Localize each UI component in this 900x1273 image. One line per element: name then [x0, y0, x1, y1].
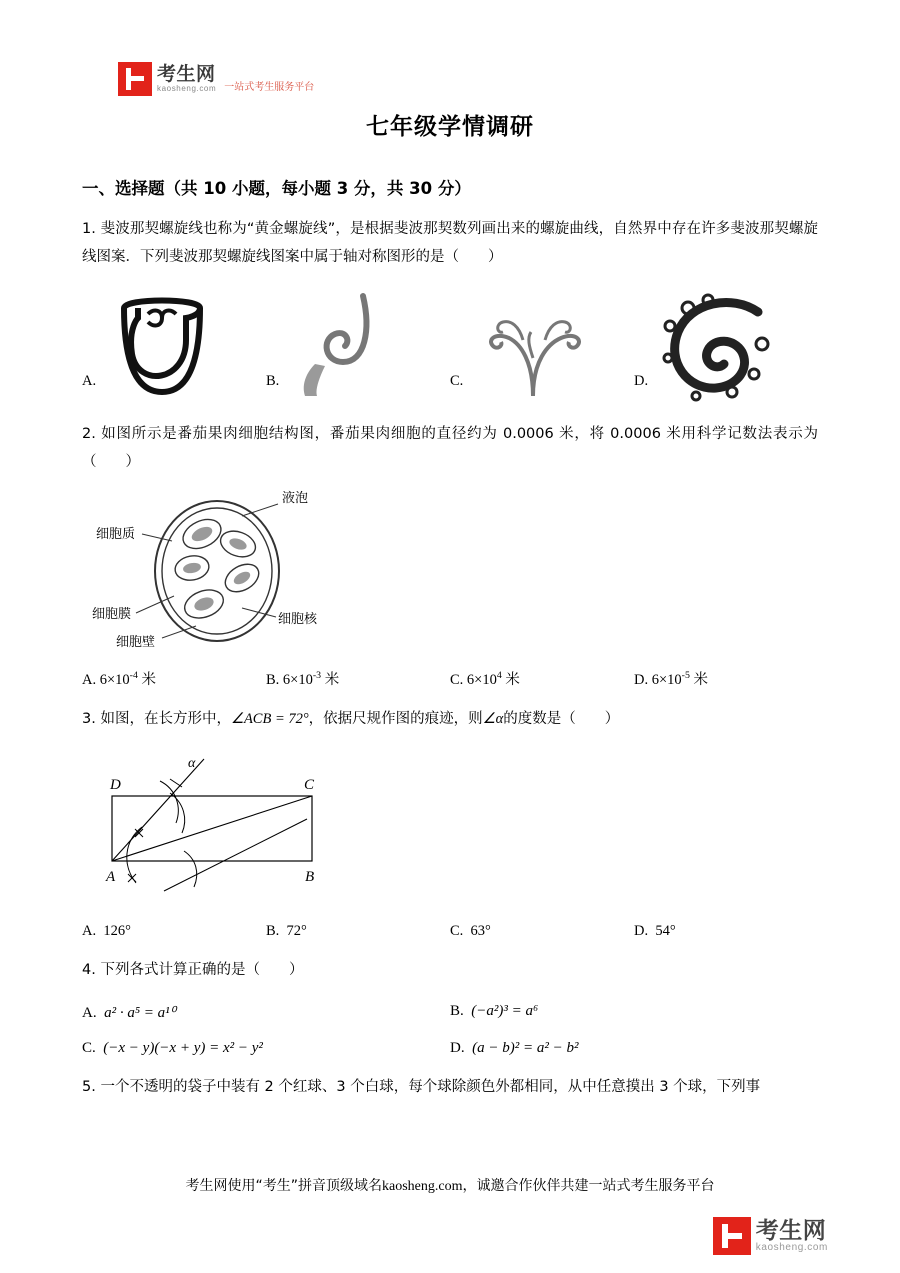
option-a-base: 6×10	[99, 672, 130, 689]
question-2-number: 2.	[82, 425, 96, 442]
question-1-option-d	[634, 292, 818, 404]
question-3-angle: ∠ACB = 72°	[230, 711, 309, 728]
question-3-figure	[92, 741, 818, 911]
option-b-exp: -3	[312, 670, 322, 682]
option-d-label: D.	[634, 923, 649, 940]
option-d-value: 54°	[655, 923, 676, 940]
question-2-option-d	[634, 668, 818, 689]
brand-name-cn: 考生网	[157, 62, 216, 85]
option-label-d: D.	[634, 372, 649, 389]
brand-logo	[118, 62, 314, 96]
option-d-exp: -5	[681, 670, 690, 682]
option-b-label: B.	[266, 923, 280, 940]
option-a-exp: -4	[129, 670, 138, 682]
question-3-options	[82, 923, 818, 940]
question-1-figures	[82, 286, 818, 404]
option-b-label: B.	[450, 1002, 464, 1019]
question-1-option-a	[82, 292, 266, 404]
question-5-body: 一个不透明的袋子中装有 2 个红球、3 个白球，每个球除颜色外都相同，从中任意摸出 3 个球，下列事	[100, 1078, 761, 1095]
option-c-label: C.	[450, 672, 464, 689]
option-a-unit: 米	[141, 672, 156, 689]
question-2-text	[82, 420, 818, 477]
option-c-value: 63°	[470, 923, 491, 940]
label-alpha: α	[188, 756, 196, 772]
section-heading: 一、选择题（共 10 小题，每小题 3 分，共 30 分）	[82, 179, 471, 198]
question-2-option-b	[266, 668, 450, 689]
question-2-option-c	[450, 668, 634, 689]
label-wall: 细胞壁	[116, 635, 156, 651]
footer-brand-logo-icon	[713, 1217, 751, 1255]
question-4-options-row1	[82, 1003, 818, 1022]
page-footer	[0, 1175, 900, 1195]
label-membrane: 细胞膜	[92, 607, 132, 623]
spiral-figure-a-icon	[102, 292, 222, 404]
question-3-alpha: ∠α	[482, 711, 504, 728]
brand-logo-icon	[118, 62, 152, 96]
question-3-option-c	[450, 923, 634, 940]
option-label-a: A.	[82, 372, 97, 389]
question-3-option-a	[82, 923, 266, 940]
spiral-figure-b-icon	[285, 292, 395, 404]
option-b-expr: (−a²)³ = a⁶	[471, 1002, 539, 1019]
question-4-option-b	[450, 1003, 818, 1022]
footer-brand-logo	[713, 1217, 828, 1255]
footer-brand-name-cn: 考生网	[755, 1217, 827, 1244]
brand-logo-text	[157, 62, 217, 93]
question-5-number: 5.	[82, 1078, 96, 1095]
option-d-unit: 米	[693, 672, 708, 689]
label-A: A	[106, 869, 116, 886]
question-2-figure	[92, 486, 818, 656]
question-1-number: 1.	[82, 221, 96, 237]
option-label-c: C.	[450, 372, 464, 389]
brand-name-en: kaosheng.com	[157, 83, 217, 93]
label-nucleus: 细胞核	[278, 612, 318, 628]
question-4-body: 下列各式计算正确的是（ ）	[100, 962, 304, 979]
spiral-figure-c-icon	[469, 292, 599, 404]
plant-cell-diagram-icon	[92, 486, 372, 656]
footer-text-before: 考生网使用“考生”拼音顶级域名	[185, 1178, 383, 1194]
option-b-value: 72°	[286, 923, 307, 940]
rectangle-construction-icon	[92, 741, 352, 911]
question-1-option-c	[450, 292, 634, 404]
option-b-label: B.	[266, 672, 280, 689]
option-a-label: A.	[82, 1004, 97, 1021]
label-cytoplasm: 细胞质	[96, 527, 136, 543]
option-d-base: 6×10	[651, 672, 682, 689]
question-2-body: 如图所示是番茄果肉细胞结构图，番茄果肉细胞的直径约为 0.0006 米，将 0.0006 米用科学记数法表示为（ ）	[82, 425, 819, 470]
question-1-option-b	[266, 292, 450, 404]
option-d-label: D.	[634, 672, 649, 689]
option-b-base: 6×10	[282, 672, 313, 689]
option-c-exp: 4	[496, 670, 502, 682]
brand-slogan: 一站式考生服务平台	[224, 82, 315, 93]
option-a-label: A.	[82, 672, 97, 689]
option-c-unit: 米	[505, 672, 520, 689]
question-1-body: 斐波那契螺旋线也称为“黄金螺旋线”，是根据斐波那契数列画出来的螺旋曲线，自然界中存在许多斐波那契螺旋线图案．下列斐波那契螺旋线图案中属于轴对称图形的是（ ）	[82, 221, 818, 266]
question-4-number: 4.	[82, 962, 96, 979]
question-4-option-c	[82, 1040, 450, 1057]
option-a-label: A.	[82, 923, 97, 940]
question-5-text	[82, 1073, 818, 1101]
option-c-label: C.	[82, 1039, 96, 1056]
question-3-body-c: 的度数是（ ）	[503, 711, 620, 728]
footer-domain: kaosheng.com	[382, 1179, 463, 1194]
spiral-figure-d-icon	[654, 292, 784, 404]
question-4-options-row2	[82, 1040, 818, 1057]
footer-brand-name-en: kaosheng.com	[755, 1241, 828, 1253]
question-2-options	[82, 668, 818, 689]
option-d-label: D.	[450, 1039, 465, 1056]
option-c-base: 6×10	[466, 672, 497, 689]
question-3-option-b	[266, 923, 450, 940]
footer-brand-logo-text	[756, 1219, 828, 1254]
question-4-text	[82, 956, 818, 984]
option-b-unit: 米	[324, 672, 340, 689]
question-3-body-a: 如图，在长方形中，	[100, 711, 231, 728]
question-3-option-d	[634, 923, 818, 940]
question-2-option-a	[82, 668, 266, 689]
label-D: D	[110, 777, 121, 794]
question-1-text	[82, 215, 818, 272]
label-vacuole: 液泡	[282, 491, 309, 507]
question-3-body-b: ，依据尺规作图的痕迹，则	[308, 711, 483, 728]
question-4-option-a	[82, 1003, 450, 1022]
option-d-expr: (a − b)² = a² − b²	[472, 1039, 579, 1056]
label-C: C	[304, 777, 315, 794]
option-c-expr: (−x − y)(−x + y) = x² − y²	[103, 1039, 263, 1056]
option-a-value: 126°	[103, 923, 131, 940]
page-title: 七年级学情调研	[366, 114, 534, 140]
option-a-expr: a² · a⁵ = a¹⁰	[104, 1004, 176, 1021]
footer-text-after: ，诚邀合作伙伴共建一站式考生服务平台	[462, 1178, 715, 1194]
question-3-number: 3.	[82, 711, 96, 728]
question-4-option-d	[450, 1040, 818, 1057]
option-label-b: B.	[266, 372, 280, 389]
option-c-label: C.	[450, 923, 464, 940]
label-B: B	[305, 869, 315, 886]
question-3-text	[82, 705, 818, 733]
